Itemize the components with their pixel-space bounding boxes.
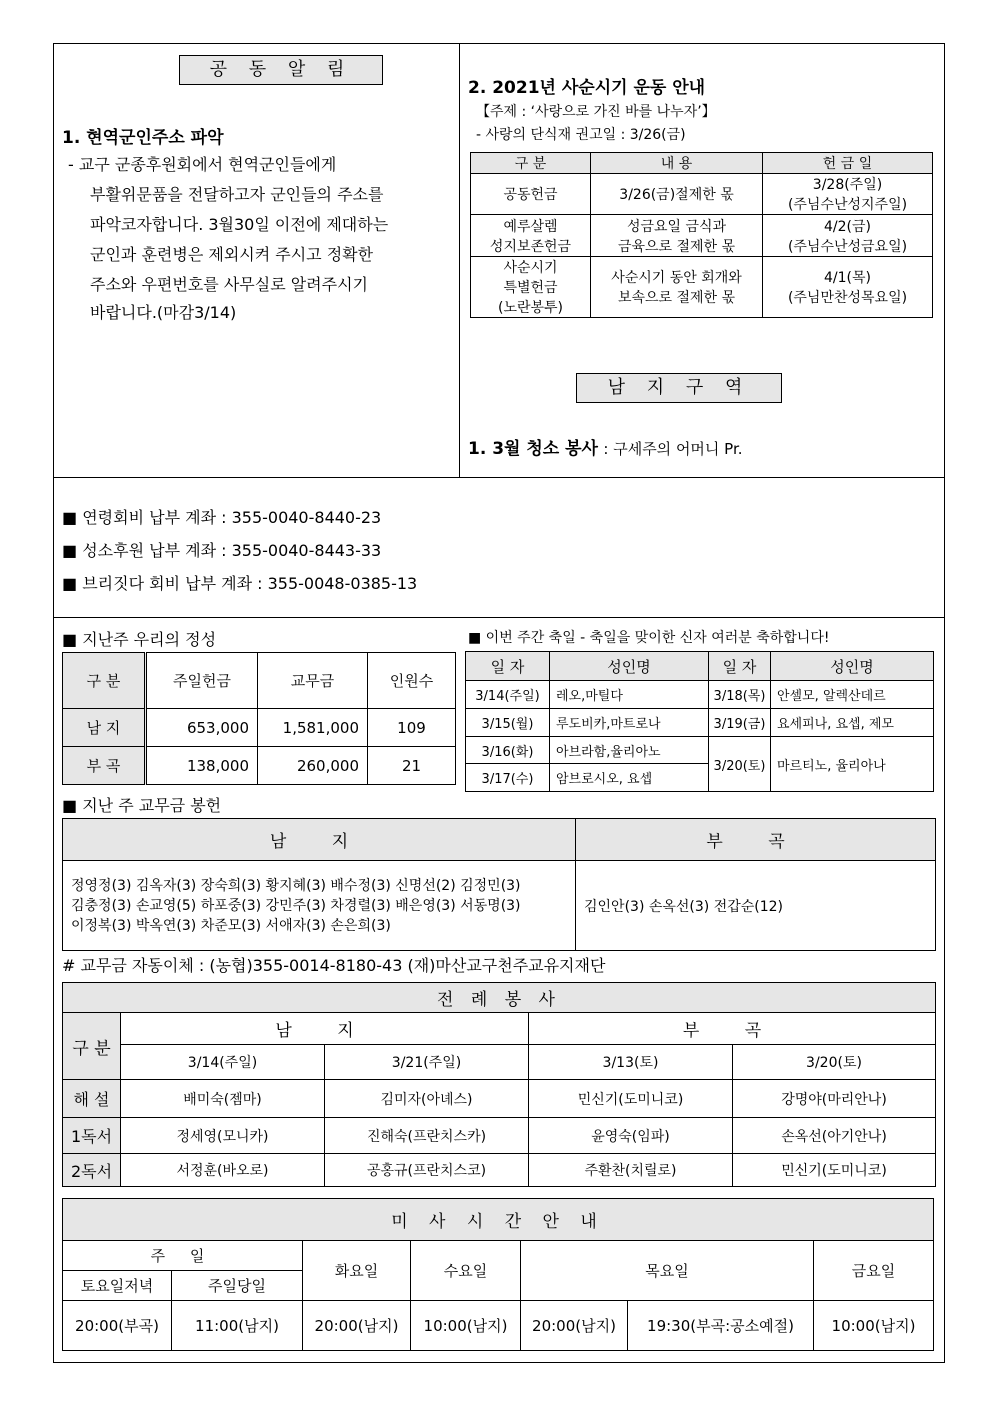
liturgy-date: 3/20(토) bbox=[733, 1045, 936, 1080]
feast-date: 3/19(금) bbox=[709, 709, 771, 737]
offering-cell: 21 bbox=[368, 747, 456, 785]
auto-transfer: # 교무금 자동이체 : (농협)355-0014-8180-43 (재)마산교구천주교유지재단 bbox=[62, 956, 606, 975]
liturgy-person: 강명야(마리안나) bbox=[733, 1080, 936, 1118]
liturgy-person: 공홍규(프란치스코) bbox=[325, 1154, 529, 1187]
offering-header: 인원수 bbox=[368, 653, 456, 709]
liturgy-role: 1독서 bbox=[63, 1118, 121, 1154]
section1-line: 부활위문품을 전달하고자 군인들의 주소를 bbox=[90, 185, 384, 204]
mass-time: 20:00(남지) bbox=[521, 1301, 628, 1351]
cleaning-label: 1. 3월 청소 봉사 bbox=[468, 439, 598, 459]
dues-namji-list bbox=[63, 861, 576, 951]
lent-header: 내 용 bbox=[591, 153, 763, 174]
dues-namji-line: 이정복(3) 박옥연(3) 차준모(3) 서애자(3) 손은희(3) bbox=[71, 917, 391, 934]
mass-title: 미 사 시 간 안 내 bbox=[63, 1199, 934, 1241]
dues-header-bugok: 부 곡 bbox=[576, 819, 936, 861]
section1-line: 주소와 우편번호를 사무실로 알려주시기 bbox=[90, 275, 369, 294]
lent-cell: 예루살렘 성지보존헌금 bbox=[471, 215, 591, 257]
lent-cell: 4/2(금) (주님수난성금요일) bbox=[763, 215, 933, 257]
section2-title: 2. 2021년 사순시기 운동 안내 bbox=[468, 78, 706, 98]
mass-wed: 수요일 bbox=[411, 1241, 521, 1301]
section-divider bbox=[54, 617, 944, 618]
feast-saint: 암브로시오, 요셉 bbox=[550, 764, 709, 792]
liturgy-person: 배미숙(젬마) bbox=[121, 1080, 325, 1118]
offering-table bbox=[62, 652, 456, 785]
feast-header: 성인명 bbox=[771, 652, 934, 681]
feast-date: 3/14(주일) bbox=[466, 681, 550, 709]
lent-cell: 3/28(주일) (주님수난성지주일) bbox=[763, 174, 933, 215]
dues-table bbox=[62, 818, 936, 951]
fasting-day: - 사랑의 단식재 권고일 : 3/26(금) bbox=[476, 127, 686, 143]
notice-box-title: 공 동 알 림 bbox=[179, 55, 383, 85]
offering-cell: 653,000 bbox=[146, 709, 258, 747]
liturgy-title: 전 례 봉 사 bbox=[63, 983, 936, 1013]
feast-saint: 루도비카,마트로나 bbox=[550, 709, 709, 737]
section1-title: 1. 현역군인주소 파악 bbox=[62, 128, 224, 148]
lent-header: 헌 금 일 bbox=[763, 153, 933, 174]
offering-header: 구 분 bbox=[63, 653, 146, 709]
offering-header: 교무금 bbox=[258, 653, 368, 709]
feast-header: 일 자 bbox=[466, 652, 550, 681]
feast-saint: 레오,마틸다 bbox=[550, 681, 709, 709]
dues-namji-line: 김충정(3) 손교영(5) 하포중(3) 강민주(3) 차경렬(3) 배은영(3) 서동명(3) bbox=[71, 897, 521, 914]
liturgy-person: 주환찬(치릴로) bbox=[529, 1154, 733, 1187]
mass-time: 19:30(부곡:공소예절) bbox=[628, 1301, 814, 1351]
dues-namji-line: 정영정(3) 김옥자(3) 장숙희(3) 황지혜(3) 배수정(3) 신명선(2) 김정민(3) bbox=[71, 877, 521, 894]
lent-cell: 3/26(금)절제한 몫 bbox=[591, 174, 763, 215]
feast-date: 3/20(토) bbox=[709, 737, 771, 792]
dues-bugok-list: 김인안(3) 손옥선(3) 전갑순(12) bbox=[576, 861, 936, 951]
feast-saint: 안셀모, 알렉산데르 bbox=[771, 681, 934, 709]
feast-date: 3/18(목) bbox=[709, 681, 771, 709]
liturgy-role: 2독서 bbox=[63, 1154, 121, 1187]
offering-cell: 1,581,000 bbox=[258, 709, 368, 747]
offering-title: ■ 지난주 우리의 정성 bbox=[62, 630, 217, 649]
dues-header-namji: 남 지 bbox=[63, 819, 576, 861]
feast-saint: 아브라함,율리아노 bbox=[550, 737, 709, 764]
lent-cell: 4/1(목) (주님만찬성목요일) bbox=[763, 257, 933, 318]
liturgy-gubun: 구 분 bbox=[63, 1013, 121, 1080]
feast-date: 3/16(화) bbox=[466, 737, 550, 764]
mass-time: 10:00(남지) bbox=[411, 1301, 521, 1351]
section1-line: 바랍니다.(마감3/14) bbox=[90, 303, 237, 322]
offering-cell: 260,000 bbox=[258, 747, 368, 785]
liturgy-person: 민신기(도미니코) bbox=[529, 1080, 733, 1118]
account-line: ■ 연령회비 납부 계좌 : 355-0040-8440-23 bbox=[62, 508, 382, 527]
mass-sunday: 주 일 bbox=[63, 1241, 303, 1271]
cleaning-line bbox=[468, 434, 743, 459]
lent-cell: 공동헌금 bbox=[471, 174, 591, 215]
lent-cell: 사순시기 동안 회개와 보속으로 절제한 몫 bbox=[591, 257, 763, 318]
liturgy-date: 3/13(토) bbox=[529, 1045, 733, 1080]
account-line: ■ 성소후원 납부 계좌 : 355-0040-8443-33 bbox=[62, 541, 382, 560]
account-line: ■ 브리짓다 회비 납부 계좌 : 355-0048-0385-13 bbox=[62, 574, 418, 593]
offering-header: 주일헌금 bbox=[146, 653, 258, 709]
feast-saint: 마르티노, 율리아나 bbox=[771, 737, 934, 792]
liturgy-bugok: 부 곡 bbox=[529, 1013, 936, 1045]
mass-fri: 금요일 bbox=[814, 1241, 934, 1301]
lent-header: 구 분 bbox=[471, 153, 591, 174]
mass-sunday-day: 주일당일 bbox=[172, 1271, 303, 1301]
dues-title: ■ 지난 주 교무금 봉헌 bbox=[62, 796, 222, 815]
liturgy-namji: 남 지 bbox=[121, 1013, 529, 1045]
feast-header: 성인명 bbox=[550, 652, 709, 681]
liturgy-person: 민신기(도미니코) bbox=[733, 1154, 936, 1187]
cleaning-value: : 구세주의 어머니 Pr. bbox=[603, 440, 743, 458]
mass-thu: 목요일 bbox=[521, 1241, 814, 1301]
column-divider bbox=[459, 44, 460, 477]
liturgy-person: 김미자(아녜스) bbox=[325, 1080, 529, 1118]
feast-table bbox=[465, 651, 934, 792]
bulletin-page bbox=[53, 43, 945, 1363]
lent-theme: 【주제 : ‘사랑으로 가진 바를 나누자’】 bbox=[476, 104, 716, 120]
liturgy-person: 서정훈(바오로) bbox=[121, 1154, 325, 1187]
feast-header: 일 자 bbox=[709, 652, 771, 681]
offering-row-name: 부 곡 bbox=[63, 747, 146, 785]
feast-date: 3/15(월) bbox=[466, 709, 550, 737]
liturgy-role: 해 설 bbox=[63, 1080, 121, 1118]
liturgy-person: 손옥선(아기안나) bbox=[733, 1118, 936, 1154]
liturgy-person: 윤영숙(임파) bbox=[529, 1118, 733, 1154]
offering-row-name: 남 지 bbox=[63, 709, 146, 747]
mass-time: 11:00(남지) bbox=[172, 1301, 303, 1351]
mass-time: 20:00(부곡) bbox=[63, 1301, 172, 1351]
offering-cell: 109 bbox=[368, 709, 456, 747]
mass-time: 10:00(남지) bbox=[814, 1301, 934, 1351]
liturgy-table bbox=[62, 982, 936, 1187]
lent-cell: 성금요일 금식과 금육으로 절제한 몫 bbox=[591, 215, 763, 257]
feast-saint: 요세피나, 요셉, 제모 bbox=[771, 709, 934, 737]
section1-line: - 교구 군종후원회에서 현역군인들에게 bbox=[68, 155, 337, 174]
offering-cell: 138,000 bbox=[146, 747, 258, 785]
section1-line: 파악코자합니다. 3월30일 이전에 제대하는 bbox=[90, 215, 389, 234]
feast-date: 3/17(수) bbox=[466, 764, 550, 792]
liturgy-date: 3/21(주일) bbox=[325, 1045, 529, 1080]
namji-box-title: 남 지 구 역 bbox=[576, 373, 782, 403]
mass-sat-evening: 토요일저녁 bbox=[63, 1271, 172, 1301]
section1-line: 군인과 훈련병은 제외시켜 주시고 정확한 bbox=[90, 245, 374, 264]
mass-table bbox=[62, 1198, 934, 1351]
lent-cell: 사순시기 특별헌금 (노란봉투) bbox=[471, 257, 591, 318]
lent-table bbox=[470, 152, 933, 318]
section-divider bbox=[54, 477, 944, 478]
mass-time: 20:00(남지) bbox=[303, 1301, 411, 1351]
feast-title: ■ 이번 주간 축일 - 축일을 맞이한 신자 여러분 축하합니다! bbox=[468, 630, 830, 646]
liturgy-date: 3/14(주일) bbox=[121, 1045, 325, 1080]
liturgy-person: 정세영(모니카) bbox=[121, 1118, 325, 1154]
mass-tue: 화요일 bbox=[303, 1241, 411, 1301]
liturgy-person: 진해숙(프란치스카) bbox=[325, 1118, 529, 1154]
